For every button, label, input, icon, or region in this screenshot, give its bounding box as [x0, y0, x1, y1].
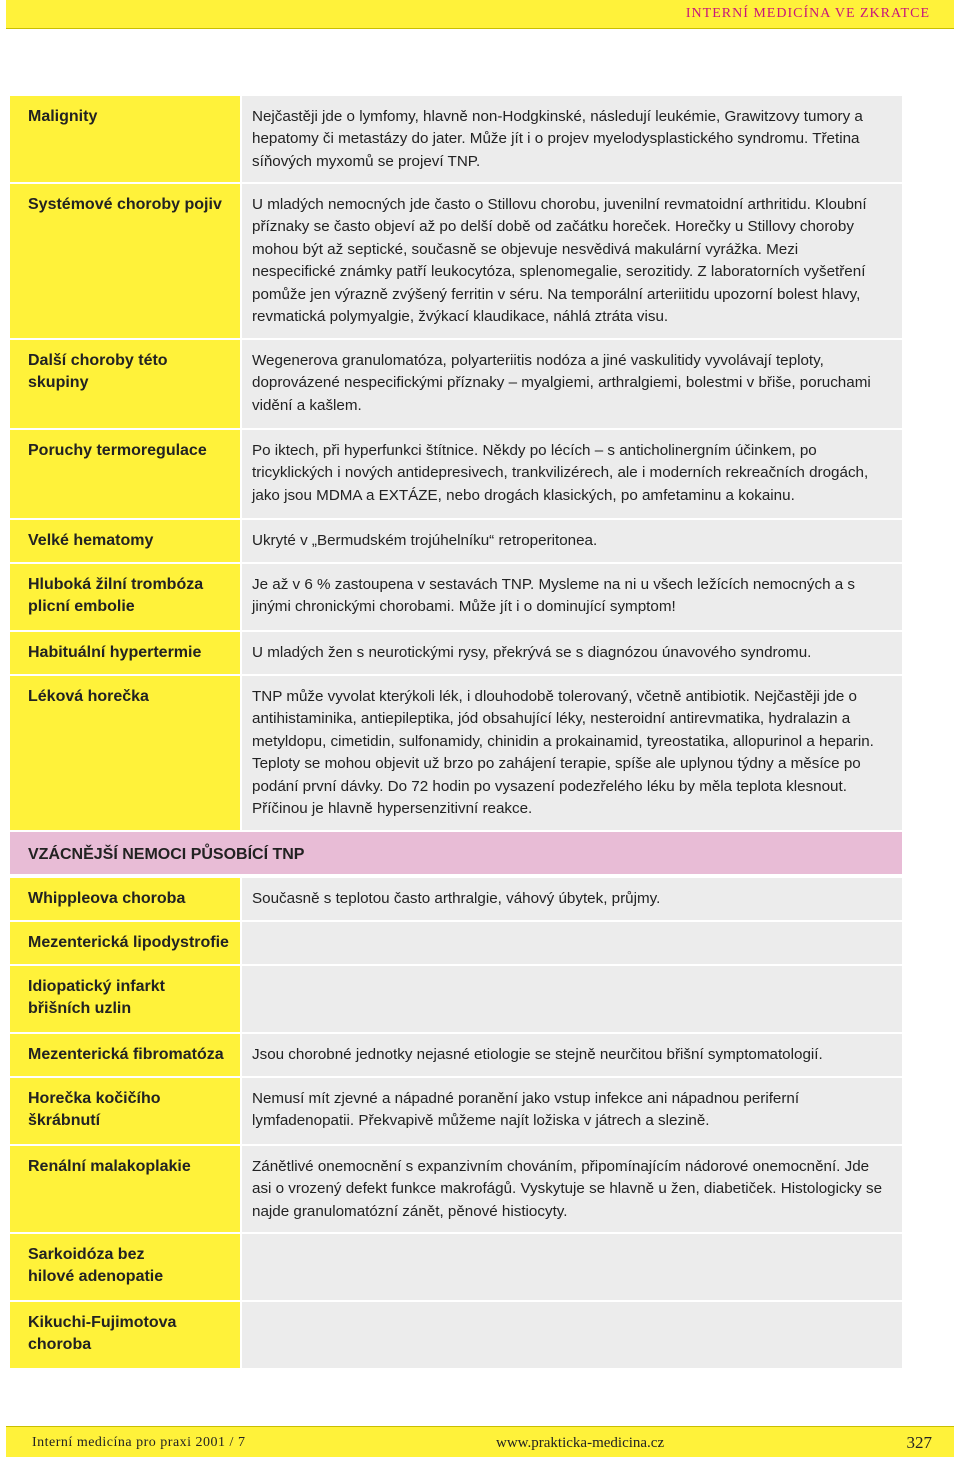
row-description: U mladých žen s neurotickými rysy, překrývá se s diagnózou únavového syndromu. — [242, 632, 902, 674]
row-label: Další choroby této skupiny — [10, 340, 240, 428]
table-row — [10, 1302, 902, 1368]
row-description: Nejčastěji jde o lymfomy, hlavně non-Hodgkinské, následují leukémie, Grawitzovy tumory a hepatomy či metastázy do jater. Může jít i o projev myelodysplastického syndromu. Třetina síňových myxomů se projeví TNP. — [242, 96, 902, 182]
table-row — [10, 1146, 902, 1232]
row-description: Ukryté v „Bermudském trojúhelníku“ retroperitonea. — [242, 520, 902, 562]
row-description: Nemusí mít zjevné a nápadné poranění jako vstup infekce ani nápadnou periferní lymfadenopatii. Překvapivě můžeme najít ložiska v játrech a slezině. — [242, 1078, 902, 1144]
header-bar — [6, 0, 954, 29]
section-title: VZÁCNĚJŠÍ NEMOCI PŮSOBÍCÍ TNP — [10, 832, 902, 874]
row-description — [242, 1302, 902, 1368]
table-row — [10, 564, 902, 630]
row-label: Poruchy termoregulace — [10, 430, 240, 518]
row-label: Mezenterická fibromatóza — [10, 1034, 240, 1076]
row-label: Systémové choroby pojiv — [10, 184, 240, 338]
table-row — [10, 430, 902, 518]
row-label: Mezenterická lipodystrofie — [10, 922, 240, 964]
footer-bar — [6, 1426, 954, 1457]
header-title: INTERNÍ MEDICÍNA VE ZKRATCE — [685, 6, 930, 21]
row-label: Idiopatický infarkt břišních uzlin — [10, 966, 240, 1032]
table-row — [10, 1078, 902, 1144]
table-row — [10, 1034, 902, 1076]
row-description — [242, 966, 902, 1032]
footer-website: www.prakticka-medicina.cz — [496, 1435, 665, 1451]
row-description: Zánětlivé onemocnění s expanzivním chováním, připomínajícím nádorové onemocnění. Jde asi o vrozený defekt funkce makrofágů. Vyskytuje se hlavně u žen, diabetiček. Histologicky se najde granulomatózní zánět, pěnové histiocyty. — [242, 1146, 902, 1232]
row-description: U mladých nemocných jde často o Stillovu chorobu, juvenilní revmatoidní arthritidu. Kloubní příznaky se často objeví až po delší době od začátku horeček. Horečky u Stillovy choroby mohou být až septické, současně se objevuje nesvědivá makulární vyrážka. Mezi nespecifické známky patří leukocytóza, splenomegalie, serozitidy. Z laboratorních vyšetření pomůže jen výrazně zvýšený ferritin v séru. Na temporální arteriitidu upozorní bolest hlavy, revmatická polymyalgie, žvýkací klaudikace, náhlá ztráta visu. — [242, 184, 902, 338]
row-description — [242, 922, 902, 964]
row-label: Habituální hypertermie — [10, 632, 240, 674]
row-label: Sarkoidóza bez hilové adenopatie — [10, 1234, 240, 1300]
table-row — [10, 878, 902, 920]
row-label: Malignity — [10, 96, 240, 182]
table-row — [10, 1234, 902, 1300]
footer-journal: Interní medicína pro praxi 2001 / 7 — [32, 1435, 246, 1450]
row-description: TNP může vyvolat kterýkoli lék, i dlouhodobě tolerovaný, včetně antibiotik. Nejčastěji jde o antihistaminika, antiepileptika, jód obsahující léky, nesteroidní antirevmatika, hydralazin a metyldopu, cimetidin, sulfonamidy, chinidin a prokainamid, tyreostatika, allopurinol a heparin. Teploty se mohou objevit už brzo po zahájení terapie, spíše ale uplynou týdny a měsíce po podání první dávky. Do 72 hodin po vysazení podezřelého léku by měla teplota klesnout. Příčinou je hlavně hypersenzitivní reakce. — [242, 676, 902, 830]
row-label: Kikuchi-Fujimotova choroba — [10, 1302, 240, 1368]
row-label: Hluboká žilní trombóza plicní embolie — [10, 564, 240, 630]
row-description: Je až v 6 % zastoupena v sestavách TNP. Mysleme na ni u všech ležících nemocných a s jinými chronickými chorobami. Může jít i o dominující symptom! — [242, 564, 902, 630]
row-description: Jsou chorobné jednotky nejasné etiologie se stejně neurčitou břišní symptomatologií. — [242, 1034, 902, 1076]
row-label: Velké hematomy — [10, 520, 240, 562]
row-label: Renální malakoplakie — [10, 1146, 240, 1232]
table-row — [10, 340, 902, 428]
table-row — [10, 520, 902, 562]
row-description: Současně s teplotou často arthralgie, váhový úbytek, průjmy. — [242, 878, 902, 920]
row-description: Wegenerova granulomatóza, polyarteriitis nodóza a jiné vaskulitidy vyvolávají teploty, doprovázené nespecifickými příznaky – myalgiemi, arthralgiemi, bolestmi v břiše, poruchami vidění a kašlem. — [242, 340, 902, 428]
table-row — [10, 632, 902, 674]
table-row — [10, 96, 902, 182]
row-label: Horečka kočičího škrábnutí — [10, 1078, 240, 1144]
row-label: Whippleova choroba — [10, 878, 240, 920]
table-row — [10, 922, 902, 964]
row-label: Léková horečka — [10, 676, 240, 830]
table-row — [10, 676, 902, 830]
row-description: Po iktech, při hyperfunkci štítnice. Někdy po lécích – s anticholinergním účinkem, po tricyklických i nových antidepresivech, trankvilizérech, ale i moderních rekreačních drogách, jako jsou MDMA a EXTÁZE, nebo drogách klasických, po amfetaminu a kokainu. — [242, 430, 902, 518]
row-description — [242, 1234, 902, 1300]
page-number: 327 — [906, 1433, 932, 1452]
table-row — [10, 966, 902, 1032]
table-row — [10, 184, 902, 338]
